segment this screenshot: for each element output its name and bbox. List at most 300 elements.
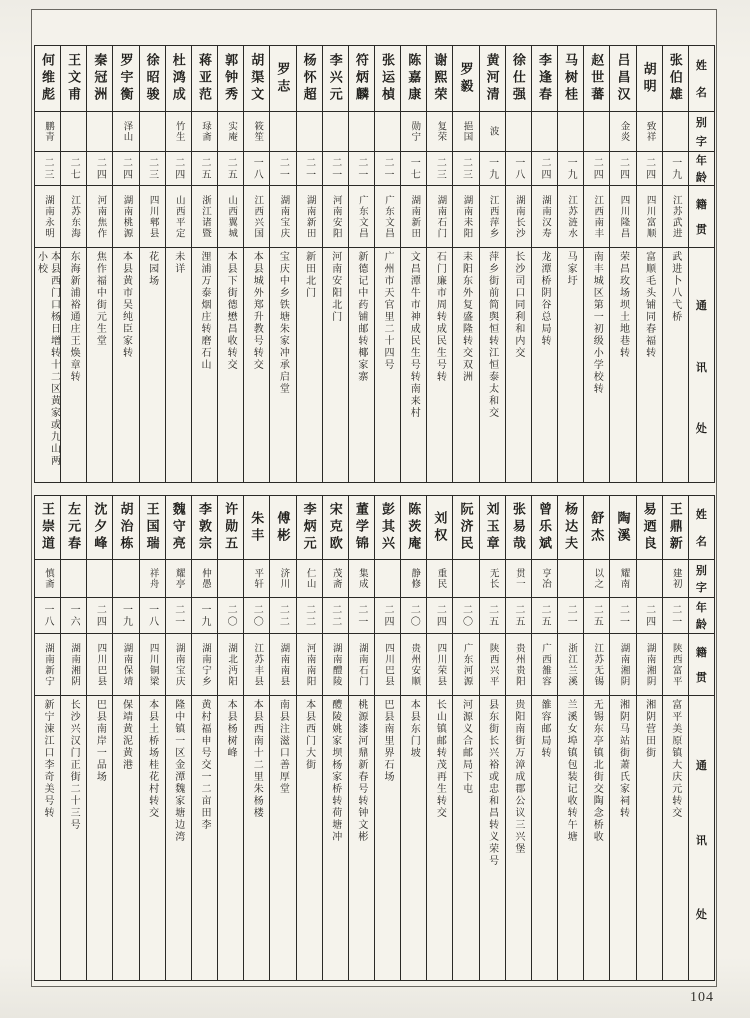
age-text: 二四 <box>538 156 550 181</box>
name-cell <box>61 496 86 560</box>
age-cell <box>323 152 348 186</box>
age-text: 二四 <box>94 156 106 181</box>
addr-text: 富顺毛头铺同春福转 <box>643 251 655 359</box>
age-text: 一六 <box>68 603 80 628</box>
zi-cell <box>297 112 322 152</box>
age-text: 二一 <box>382 156 394 181</box>
addr-text: 桃源漆河鼎新春号转钟文彬 <box>355 699 367 843</box>
entry-column <box>60 496 86 980</box>
age-cell <box>297 152 322 186</box>
origin-text: 湖南新田 <box>304 194 315 239</box>
name-text: 彭其兴 <box>380 502 396 553</box>
addr-text: 河源义合邮局下屯 <box>460 699 472 795</box>
addr-text: 南县注滋口善厚堂 <box>277 699 289 795</box>
addr-cell <box>610 248 635 482</box>
name-text: 吕昌汉 <box>615 53 631 104</box>
zi-text: 勋宁 <box>409 121 420 142</box>
addr-text: 广州市天官里二十四号 <box>382 251 394 371</box>
zi-text: 筱笙 <box>252 121 263 142</box>
origin-cell <box>166 634 191 696</box>
entry-column <box>479 496 505 980</box>
origin-cell <box>663 186 688 248</box>
addr-text: 醴陵姚家坝杨家桥转荷塘冲 <box>329 699 341 843</box>
name-text: 刘权 <box>432 510 448 545</box>
age-cell <box>349 152 374 186</box>
zi-text: 慎斋 <box>43 568 54 589</box>
entry-column <box>557 46 583 482</box>
name-text: 黄河清 <box>484 53 500 104</box>
origin-cell <box>270 634 295 696</box>
header-age-label: 年 龄 <box>695 155 707 184</box>
zi-text: 实庵 <box>226 121 237 142</box>
addr-cell <box>166 696 191 980</box>
age-cell <box>349 598 374 634</box>
name-text: 李炳元 <box>301 502 317 553</box>
zi-cell <box>87 112 112 152</box>
entry-column <box>374 496 400 980</box>
origin-cell <box>166 186 191 248</box>
zi-cell <box>584 112 609 152</box>
addr-text: 本县杨树峰 <box>225 699 237 759</box>
addr-text: 宝庆中乡铁塘朱家冲承启堂 <box>277 251 289 395</box>
age-cell <box>506 598 531 634</box>
zi-cell <box>140 560 165 598</box>
origin-text: 湖南湘阴 <box>644 642 655 687</box>
age-text: 二四 <box>120 156 132 181</box>
zi-text: 复荣 <box>435 121 446 142</box>
entry-column <box>112 496 138 980</box>
origin-text: 四川隆昌 <box>618 194 629 239</box>
name-cell <box>140 496 165 560</box>
addr-cell <box>637 696 662 980</box>
origin-cell <box>637 186 662 248</box>
age-cell <box>270 598 295 634</box>
age-cell <box>610 152 635 186</box>
zi-cell <box>610 112 635 152</box>
addr-cell <box>192 248 217 482</box>
addr-cell <box>349 248 374 482</box>
addr-text: 武进卜八弋桥 <box>669 251 681 323</box>
name-cell <box>218 496 243 560</box>
age-cell <box>218 152 243 186</box>
addr-cell <box>87 248 112 482</box>
name-cell <box>532 496 557 560</box>
age-cell <box>427 152 452 186</box>
origin-text: 湖南湘阴 <box>69 642 80 687</box>
addr-text: 长沙兴汉门正街二十三号 <box>68 699 80 831</box>
addr-cell <box>270 696 295 980</box>
origin-text: 浙江诸暨 <box>199 194 210 239</box>
age-cell <box>375 152 400 186</box>
origin-cell <box>140 634 165 696</box>
addr-cell <box>401 248 426 482</box>
addr-cell <box>218 696 243 980</box>
age-cell <box>532 598 557 634</box>
name-cell <box>270 496 295 560</box>
zi-cell <box>480 560 505 598</box>
addr-text: 长山镇邮转茂再生转交 <box>434 699 446 819</box>
zi-cell <box>427 112 452 152</box>
origin-text: 江苏涟水 <box>566 194 577 239</box>
header-addr-cell <box>689 696 714 980</box>
zi-cell <box>61 560 86 598</box>
zi-cell <box>401 560 426 598</box>
name-cell <box>584 496 609 560</box>
age-cell <box>140 598 165 634</box>
origin-text: 四川巴县 <box>383 642 394 687</box>
origin-cell <box>558 186 583 248</box>
age-cell <box>192 152 217 186</box>
zi-cell <box>506 112 531 152</box>
entry-column <box>531 46 557 482</box>
age-cell <box>584 598 609 634</box>
name-cell <box>453 496 478 560</box>
addr-text: 本县西门大街 <box>303 699 315 771</box>
origin-cell <box>35 634 60 696</box>
zi-text: 以之 <box>592 568 603 589</box>
origin-text: 四川富顺 <box>644 194 655 239</box>
name-cell <box>663 496 688 560</box>
addr-cell <box>375 696 400 980</box>
entry-column <box>217 496 243 980</box>
header-column <box>688 46 714 482</box>
age-cell <box>637 598 662 634</box>
addr-cell <box>244 696 269 980</box>
origin-text: 湖南保靖 <box>121 642 132 687</box>
origin-text: 江苏丰县 <box>252 642 263 687</box>
origin-text: 广东河源 <box>461 642 472 687</box>
zi-text: 无长 <box>487 568 498 589</box>
age-cell <box>532 152 557 186</box>
name-text: 董学锦 <box>353 502 369 553</box>
age-text: 二四 <box>617 156 629 181</box>
name-cell <box>558 46 583 112</box>
zi-cell <box>375 112 400 152</box>
zi-cell <box>663 112 688 152</box>
zi-cell <box>532 560 557 598</box>
entry-column <box>662 46 688 482</box>
age-cell <box>166 152 191 186</box>
origin-text: 湖南长沙 <box>513 194 524 239</box>
zi-text: 耀南 <box>618 568 629 589</box>
header-origin-label: 籍 贯 <box>695 646 707 685</box>
name-cell <box>401 46 426 112</box>
origin-cell <box>61 634 86 696</box>
header-name-cell <box>689 496 714 560</box>
origin-cell <box>140 186 165 248</box>
name-text: 何维彪 <box>40 53 56 104</box>
zi-text: 琭斋 <box>199 121 210 142</box>
directory-table-top <box>34 45 715 483</box>
age-cell <box>113 598 138 634</box>
origin-text: 浙江兰溪 <box>566 642 577 687</box>
zi-text: 静修 <box>409 568 420 589</box>
age-cell <box>401 598 426 634</box>
origin-cell <box>244 634 269 696</box>
zi-cell <box>297 560 322 598</box>
age-cell <box>480 598 505 634</box>
name-cell <box>166 46 191 112</box>
addr-text: 新田北门 <box>303 251 315 299</box>
origin-text: 湖南新田 <box>409 194 420 239</box>
zi-cell <box>532 112 557 152</box>
name-cell <box>270 46 295 112</box>
origin-text: 湖南湘阴 <box>618 642 629 687</box>
zi-cell <box>637 112 662 152</box>
addr-cell <box>558 248 583 482</box>
name-text: 郭钟秀 <box>223 53 239 104</box>
name-cell <box>375 496 400 560</box>
name-text: 陈茨庵 <box>406 502 422 553</box>
entry-column <box>322 496 348 980</box>
origin-cell <box>61 186 86 248</box>
name-cell <box>323 496 348 560</box>
origin-cell <box>375 186 400 248</box>
origin-text: 四川巴县 <box>95 642 106 687</box>
name-text: 曾乐斌 <box>536 502 552 553</box>
addr-text: 湘阴马站街萧氏家祠转 <box>617 699 629 819</box>
addr-text: 雒容邮局转 <box>538 699 550 759</box>
name-cell <box>663 46 688 112</box>
name-cell <box>349 496 374 560</box>
age-text: 一九 <box>669 156 681 181</box>
origin-cell <box>297 634 322 696</box>
addr-cell <box>532 248 557 482</box>
addr-text: 东海新浦裕通庄王焕章转 <box>68 251 80 383</box>
entry-column <box>452 46 478 482</box>
age-text: 二一 <box>303 156 315 181</box>
origin-cell <box>349 186 374 248</box>
age-text: 一九 <box>486 156 498 181</box>
entry-column <box>35 46 60 482</box>
age-text: 二二 <box>303 603 315 628</box>
header-origin-cell <box>689 186 714 248</box>
zi-cell <box>480 112 505 152</box>
entry-column <box>243 46 269 482</box>
zi-cell <box>375 560 400 598</box>
name-cell <box>584 46 609 112</box>
addr-cell <box>401 696 426 980</box>
header-origin-label: 籍 贯 <box>695 198 707 237</box>
entry-column <box>583 496 609 980</box>
zi-cell <box>453 560 478 598</box>
age-text: 二〇 <box>251 603 263 628</box>
age-cell <box>480 152 505 186</box>
age-text: 二一 <box>355 156 367 181</box>
name-text: 张易哉 <box>510 502 526 553</box>
age-cell <box>270 152 295 186</box>
age-text: 二四 <box>172 156 184 181</box>
zi-cell <box>244 112 269 152</box>
zi-cell <box>35 560 60 598</box>
addr-cell <box>35 696 60 980</box>
age-text: 二一 <box>172 603 184 628</box>
zi-cell <box>270 560 295 598</box>
age-cell <box>663 598 688 634</box>
age-text: 一七 <box>408 156 420 181</box>
addr-cell <box>323 248 348 482</box>
zi-text: 祥舟 <box>147 568 158 589</box>
addr-cell <box>297 248 322 482</box>
zi-text: 耀亭 <box>173 568 184 589</box>
name-cell <box>637 496 662 560</box>
age-cell <box>401 152 426 186</box>
age-text: 二一 <box>617 603 629 628</box>
origin-text: 湖南桃源 <box>121 194 132 239</box>
entry-column <box>505 46 531 482</box>
zi-cell <box>610 560 635 598</box>
zi-cell <box>166 560 191 598</box>
addr-text: 县东街长兴裕或忠和昌转义荣号 <box>486 699 498 867</box>
addr-text: 本县西门口杨日增转十二区黄家或九山两小校 <box>35 251 60 467</box>
entry-column <box>269 46 295 482</box>
addr-text: 保靖黄泥黄港 <box>120 699 132 771</box>
origin-text: 湖南新宁 <box>43 642 54 687</box>
origin-text: 湖南石门 <box>435 194 446 239</box>
name-cell <box>453 46 478 112</box>
addr-cell <box>427 248 452 482</box>
origin-text: 湖南醴陵 <box>330 642 341 687</box>
header-addr-label: 通 讯 处 <box>695 760 707 921</box>
origin-cell <box>349 634 374 696</box>
name-cell <box>323 46 348 112</box>
origin-cell <box>610 634 635 696</box>
origin-cell <box>480 634 505 696</box>
name-cell <box>427 46 452 112</box>
addr-cell <box>61 696 86 980</box>
name-text: 傅彬 <box>275 510 291 545</box>
age-text: 二四 <box>94 603 106 628</box>
age-cell <box>140 152 165 186</box>
entry-column <box>296 46 322 482</box>
name-text: 李兴元 <box>327 53 343 104</box>
origin-text: 四川荣县 <box>435 642 446 687</box>
age-text: 二五 <box>198 156 210 181</box>
age-cell <box>35 598 60 634</box>
name-text: 沈夕峰 <box>92 502 108 553</box>
addr-cell <box>140 248 165 482</box>
addr-cell <box>166 248 191 482</box>
entry-column <box>426 496 452 980</box>
addr-cell <box>218 248 243 482</box>
entry-column <box>505 496 531 980</box>
name-cell <box>166 496 191 560</box>
header-name-cell <box>689 46 714 112</box>
entry-column <box>269 496 295 980</box>
addr-cell <box>637 248 662 482</box>
zi-text: 贯一 <box>513 568 524 589</box>
origin-text: 湖南南县 <box>278 642 289 687</box>
header-column <box>688 496 714 980</box>
addr-cell <box>192 696 217 980</box>
name-text: 陶溪 <box>615 510 631 545</box>
name-cell <box>480 46 505 112</box>
zi-cell <box>192 560 217 598</box>
addr-text: 未详 <box>172 251 184 275</box>
origin-cell <box>532 634 557 696</box>
zi-text: 挹国 <box>461 121 472 142</box>
origin-cell <box>323 634 348 696</box>
age-text: 一九 <box>120 603 132 628</box>
age-cell <box>323 598 348 634</box>
zi-cell <box>427 560 452 598</box>
age-cell <box>453 598 478 634</box>
origin-text: 四川铜梁 <box>147 642 158 687</box>
age-text: 二〇 <box>408 603 420 628</box>
age-cell <box>244 152 269 186</box>
origin-cell <box>35 186 60 248</box>
origin-text: 四川郫县 <box>147 194 158 239</box>
entry-column <box>112 46 138 482</box>
zi-text: 仲愚 <box>199 568 210 589</box>
zi-cell <box>637 560 662 598</box>
addr-cell <box>610 696 635 980</box>
entry-column <box>348 46 374 482</box>
zi-cell <box>166 112 191 152</box>
header-age-label: 年 龄 <box>695 602 707 631</box>
age-text: 二三 <box>42 156 54 181</box>
addr-text: 文昌潭牛市神成民生号转南来村 <box>408 251 420 419</box>
name-cell <box>610 496 635 560</box>
origin-text: 江苏无锡 <box>592 642 603 687</box>
addr-cell <box>663 248 688 482</box>
addr-text: 耒阳东外复盛隆转交双洲 <box>460 251 472 383</box>
name-text: 符炳麟 <box>353 53 369 104</box>
origin-cell <box>663 634 688 696</box>
name-text: 赵世蕃 <box>589 53 605 104</box>
origin-cell <box>192 634 217 696</box>
name-text: 阮济民 <box>458 502 474 553</box>
zi-text: 集成 <box>356 568 367 589</box>
name-text: 张运楨 <box>380 53 396 104</box>
age-text: 二一 <box>277 156 289 181</box>
name-cell <box>480 496 505 560</box>
zi-text: 致祥 <box>644 121 655 142</box>
name-cell <box>558 496 583 560</box>
age-cell <box>192 598 217 634</box>
name-cell <box>637 46 662 112</box>
origin-cell <box>401 634 426 696</box>
addr-cell <box>61 248 86 482</box>
entry-column <box>400 46 426 482</box>
addr-text: 巴县南岸一品场 <box>94 699 106 783</box>
origin-cell <box>401 186 426 248</box>
zi-cell <box>270 112 295 152</box>
origin-cell <box>375 634 400 696</box>
zi-text: 金炎 <box>618 121 629 142</box>
zi-cell <box>218 560 243 598</box>
origin-cell <box>506 634 531 696</box>
age-cell <box>113 152 138 186</box>
zi-cell <box>323 112 348 152</box>
addr-text: 龙潭桥阴谷总局转 <box>538 251 550 347</box>
zi-text: 济川 <box>278 568 289 589</box>
addr-cell <box>427 696 452 980</box>
age-text: 二一 <box>329 156 341 181</box>
origin-cell <box>218 634 243 696</box>
name-cell <box>35 46 60 112</box>
header-zi-label: 别 字 <box>695 117 707 148</box>
addr-cell <box>349 696 374 980</box>
origin-text: 江西南丰 <box>592 194 603 239</box>
name-cell <box>506 496 531 560</box>
origin-cell <box>427 186 452 248</box>
entry-column <box>479 46 505 482</box>
zi-cell <box>113 560 138 598</box>
origin-cell <box>218 186 243 248</box>
age-cell <box>87 598 112 634</box>
entry-column <box>139 496 165 980</box>
